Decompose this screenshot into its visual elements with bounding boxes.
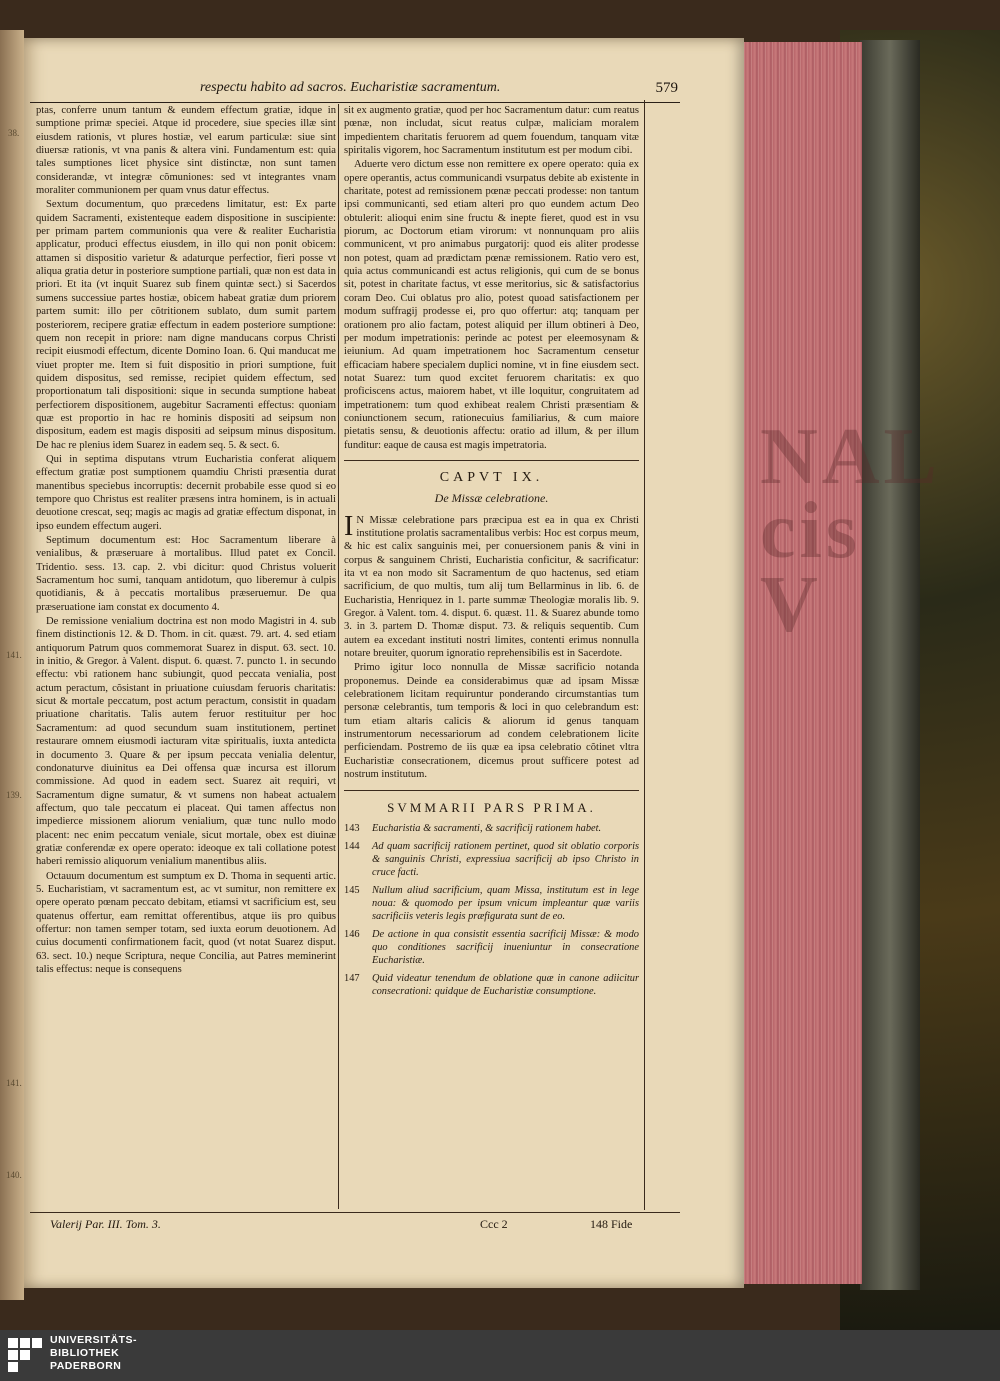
summary-title: SVMMARII PARS PRIMA. (387, 799, 596, 815)
paragraph: Octauum documentum est sumptum ex D. Thoma in sequenti artic. 5. Eucharistiam, vt sacramentum est, ac vt sumitur, non remittere ex opere operato pœnam peccato debitam, etiamsi vt sacrificium est, seu quatenus offertur, eam remittat offerentibus, atque iis pro quibus offertur: non tamen semper totam, sed iuxta eorum deuotionem. Ad cuius documenti confirmationem facit, quod (vt notat Suarez disput. 63. sect. 10.) neque Scriptura, neque Concilia, aut Patres meminerint talis effectus: neque is consequens (36, 870, 336, 975)
footer-volume: Valerij Par. III. Tom. 3. (50, 1217, 161, 1231)
paragraph: sit ex augmento gratiæ, quod per hoc Sacramentum datur: cum reatus pœnæ, non includat, sicut reatus culpæ, maliciam moralem impedientem charitatis feruorem ad quem fouendum, tanquam vitæ spiritalis vigorem, hoc Sacramentum institutum est per modum cibi. (344, 105, 639, 157)
logo-line: PADERBORN (50, 1360, 122, 1372)
footer-catchword: 148 Fide (590, 1217, 633, 1231)
summary-number: 144 (344, 840, 360, 852)
chapter-subtitle: De Missæ celebratione. (434, 491, 549, 506)
chapter-title: CAPVT IX. (439, 469, 544, 485)
page-header (30, 80, 680, 103)
logo-line: UNIVERSITÄTS- (50, 1334, 138, 1346)
library-logo-bar (0, 1330, 1000, 1381)
summary-text: De actione in qua consistit essentia sacrificij Missæ: & modo quo conditiones sacrificij inueniuntur in consecratione Eucharistiæ. (372, 928, 639, 966)
chapter-text: N Missæ celebratione pars præcipua est ea in qua ex Christi institutione prolatis sacramentalibus verbis: Hoc est corpus meum, & hic est calix sanguinis mei, per conuersionem panis & vini in corpus & sanguinem Christi, Eucharistia conficitur, & sacrificatur: ita vt ea non modo sit Sacramentum de quo hactenus, sed etiam sacrificium, de quo multis, tum alij tum Bellarminus in lib. 6. de Eucharistia, Henriquez in 1. parte summæ Theologiæ moralis lib. 9. Gregor. à Valent. tom. 4. disput. 6. quæst. 11. & Suarez abunde tomo 3. in 3. partem D. Thomæ disput. 73. & reliquis sequentib. Cum autem ea excedant instituti nostri limites, contenti erimus nonnulla notare breuiter, quorum ignoratio reprehensibilis est in Sacerdote. (344, 514, 639, 660)
summary-number: 145 (344, 884, 360, 896)
bleed-through-text (760, 413, 941, 649)
page-footer (30, 1212, 680, 1235)
margin-number: 139. (6, 790, 22, 800)
right-frame-rule (644, 100, 645, 1210)
bleed-line: cis (760, 487, 861, 575)
summary-text: Quid videatur tenendum de oblatione quæ in canone adiicitur consecrationi: quidque de Eucharistiæ consumptione. (372, 972, 639, 997)
section-rule (344, 790, 639, 791)
margin-number: 141. (6, 1078, 22, 1088)
library-logo-icon (8, 1338, 42, 1372)
footer-signature: Ccc 2 (480, 1217, 508, 1231)
library-logo-text (50, 1334, 137, 1373)
logo-line: BIBLIOTHEK (50, 1347, 120, 1359)
right-column (344, 104, 639, 1003)
margin-number: 38. (8, 128, 20, 138)
margin-number: 141. (6, 650, 22, 660)
summary-text: Nullum aliud sacrificium, quam Missa, institutum est in lege noua: & quomodo per ipsum vnicum impleantur quæ variis sacrificiis veteris legis præfigurata sunt de eo. (372, 884, 639, 922)
red-page-edges (738, 42, 862, 1284)
summary-item (344, 884, 639, 923)
page-number: 579 (655, 80, 678, 96)
summary-item (344, 928, 639, 967)
summary-item (344, 840, 639, 879)
margin-number: 140. (6, 1170, 22, 1180)
left-column (36, 104, 336, 977)
summary-text: Ad quam sacrificij rationem pertinet, quod sit oblatio corporis & sanguinis Christi, expressiua sacrificij ab ipso Christo in cruce facti. (372, 840, 639, 878)
chapter-paragraph: Primo igitur loco nonnulla de Missæ sacrificio notanda proponemus. Deinde ea considerabimus quæ ad ipsam Missæ celebrationem licitam requiruntur ponderando circumstantias tum personæ celebrantis, tum temporis & loci in quo celebrandum est: tum etiam altaris calicis & aliorum id genus tanquam instrumentorum necessariorum ad condem celebrationem licite perficiendam. Postremo de iis quæ ea ipsa celebratio cõtinet vltra Eucharistiæ consecrationem, dicemus prout sufficere potest ad nostrum institutum. (344, 662, 639, 781)
summary-number: 147 (344, 972, 360, 984)
paragraph: Qui in septima disputans vtrum Eucharistia conferat aliquem effectum gratiæ post sumptionem quamdiu Christi præsentia durat manentibus speciebus incorruptis: decernit probabile esse quod si eo tempore quo Christus est realiter præsens intra hominem, is in actuali deuotione crescat, seq; magis ac magis ad gratiæ effectum disponat, in ipso eundem effectum augeri. (36, 453, 336, 532)
bleed-line: NAL (760, 413, 941, 501)
book-spine-edge (860, 40, 920, 1290)
summary-item (344, 972, 639, 998)
column-divider (338, 104, 339, 1209)
bleed-line: V (760, 561, 822, 649)
paragraph: Aduerte vero dictum esse non remittere ex opere operato: quia ex opere operantis, actus communicandi vsurpatus debite ab existente in charitate, potest ad remissionem pœnæ peccati prodesse: non tantum ipsi communicanti, sed etiam alteri pro quo eundem actum Deo obtulerit: alioqui enim sine fructu & inepte fieret, quod est in vsu piorum, ac Doctorum etiam virorum: vt nonnunquam pro aliis communicent, vt pro animabus purgatorij: quod eis aliter prodesse non potest, quam ad prædictam pœnæ remissionem. Ratio vero est, quia actus communicandi est actus religionis, qui cum de se bonus sit, potest in charitate factus, vt esse meritorius, sic & satisfactorius coram Deo. Cui oblatus pro alio, potest quoad satisfactionem per modum suffragij prodesse ei, pro quo offertur: atq; tanquam per orationem pro alio factam, potest aliquid per illum obtineri à Deo, per modum impetrationis: perinde ac potest per eleemosynam & ieiunium. Ad quam impetrationem hoc Sacramentum censetur efficaciam habere specialem duplici nomine, vt in fine eiusdem sect. notat Suarez: tum quod excitet feruorem charitatis: ex quo proficiscens actus, maiorem habet, vt ille loquitur, congruitatem ad impetrationem: tum quod exhibeat realem Christi præsentiam & coniunctionem secum, rationecuius familiarius, & cum maiore pietatis sensu, & deuotionis affectu: oratio ad illum, & per illum funditur: eaque de causa est magis impetratoria. (344, 159, 639, 451)
paragraph: Sextum documentum, quo præcedens limitatur, est: Ex parte quidem Sacramenti, existenteque eadem dispositione in suscipiente: per primam partem communionis qua vere & realiter Eucharistia applicatur, produci effectus eiusdem, in illo qui non ponit obicem: attamen si dispositio varietur & adaturque perfectior, fieri posse vt aliqua gratia detur in posteriore sumptione partiali, quæ non est data in priori. Et ita (vt inquit Suarez sub finem quintæ sect.) si Sacerdos sumens successiue partes hostiæ, obicem habeat gratiæ dum priorem partem sumit: illo per cõtritionem sublato, dum sumit partem posteriorem, recipere gratiæ effectum in eadem posteriore sumptione: quem non recepit in priore: nam digne manducans corpus Christi recipit eiusmodi effectum, dicente Domino Ioan. 6. Qui manducat me viuet propter me. Item si fuit dispositio in priori sumptione, fuit quidem dispositus, sed remisse, recipiet quidem effectum, sed proportionatum tali dispositioni: sique in secunda sumptione habeat perfectiorem dispositionem, augebitur Sacramenti effectus: quoniam quæ est proportio in hac re hominis dispositi ad seipsum non dispositum, eadem est magis dispositi ad seipsum minus dispositum. De hac re plenius idem Suarez in eadem seq. 5. & sect. 6. (36, 199, 336, 451)
chapter-paragraph (344, 510, 639, 661)
left-page-edge (0, 30, 24, 1300)
paragraph: Septimum documentum est: Hoc Sacramentum liberare à venialibus, & præseruare à mortalibus. Illud patet ex Concil. Tridentio. sess. 13. cap. 2. vbi dicitur: quod Christus voluerit Sacramentum hoc sumi, tanquam antidotum, quo liberemur à culpis quotidianis, & à peccatis mortalibus præseruemur. De qua præseruatione iam constat ex documento 4. (36, 535, 336, 613)
summary-number: 143 (344, 822, 360, 834)
summary-text: Eucharistia & sacramenti, & sacrificij rationem habet. (372, 822, 602, 834)
paragraph: ptas, conferre unum tantum & eundem effectum gratiæ, idque in sumptione primæ speciei. Atque id procedere, siue species illæ sint eiusdem rationis, vt plures hostiæ, vel earum particulæ: siue sint diuersæ rationis, vt vna panis & altera vini. Fundamentum est: quia tales sumptiones licet physice sint distinctæ, non sunt tamen considerandæ, vt integræ cõmuniones: sed vt integrantes vnam moraliter communionem per quam vnus datur effectus. (36, 105, 336, 197)
section-rule (344, 460, 639, 461)
paragraph: De remissione venialium doctrina est non modo Magistri in 4. sub finem distinctionis 12. & D. Thom. in cit. quæst. 79. art. 4. sed etiam antiquorum Patrum quos commemorat Suarez in disput. 63. sect. 10. in initio, & Gregor. à Valent. disput. 6. quæst. 7. puncto 1. in secundo effectu: vbi rationem hanc subiungit, quod peccata venialia, post actum peractum, cõsistant in priuatione cuiusdam feruoris charitatis: sicut & mortale peccatum, post actum peractum, consistit in quadam priuatione charitatis. Talis autem feruor restituitur per hoc Sacramentum: ad quod secundum suam institutionem, pertinet restaurare omnem eiusmodi iacturam vitæ spiritualis, iuxta antedicta in documento 3. Quare & per ipsum peccata venialia delentur, condonaturve diuinitus ea Dei offensa quæ incursa est illorum commissione. Ad quod in eadem sect. Suarez ait requiri, vt Sacramentum digne sumatur, & vt sumens non habeat actualem affectum, quo tale peccatum ei placeat. Qui tamen affectus non impedierce missionem aliorum venialium, quæ tunc nullo modo placent: nec enim peccatum veniale, sicut mortale, obex est diuinæ gratiæ conferendæ ex opere operato: ideoque ex tali collatione potest haberi remissio aliquorum venialium manentibus aliis. (36, 616, 336, 868)
summary-item (344, 822, 639, 835)
drop-cap: I (344, 510, 354, 542)
running-title: respectu habito ad sacros. Eucharistiæ sacramentum. (200, 80, 501, 95)
summary-number: 146 (344, 928, 360, 940)
